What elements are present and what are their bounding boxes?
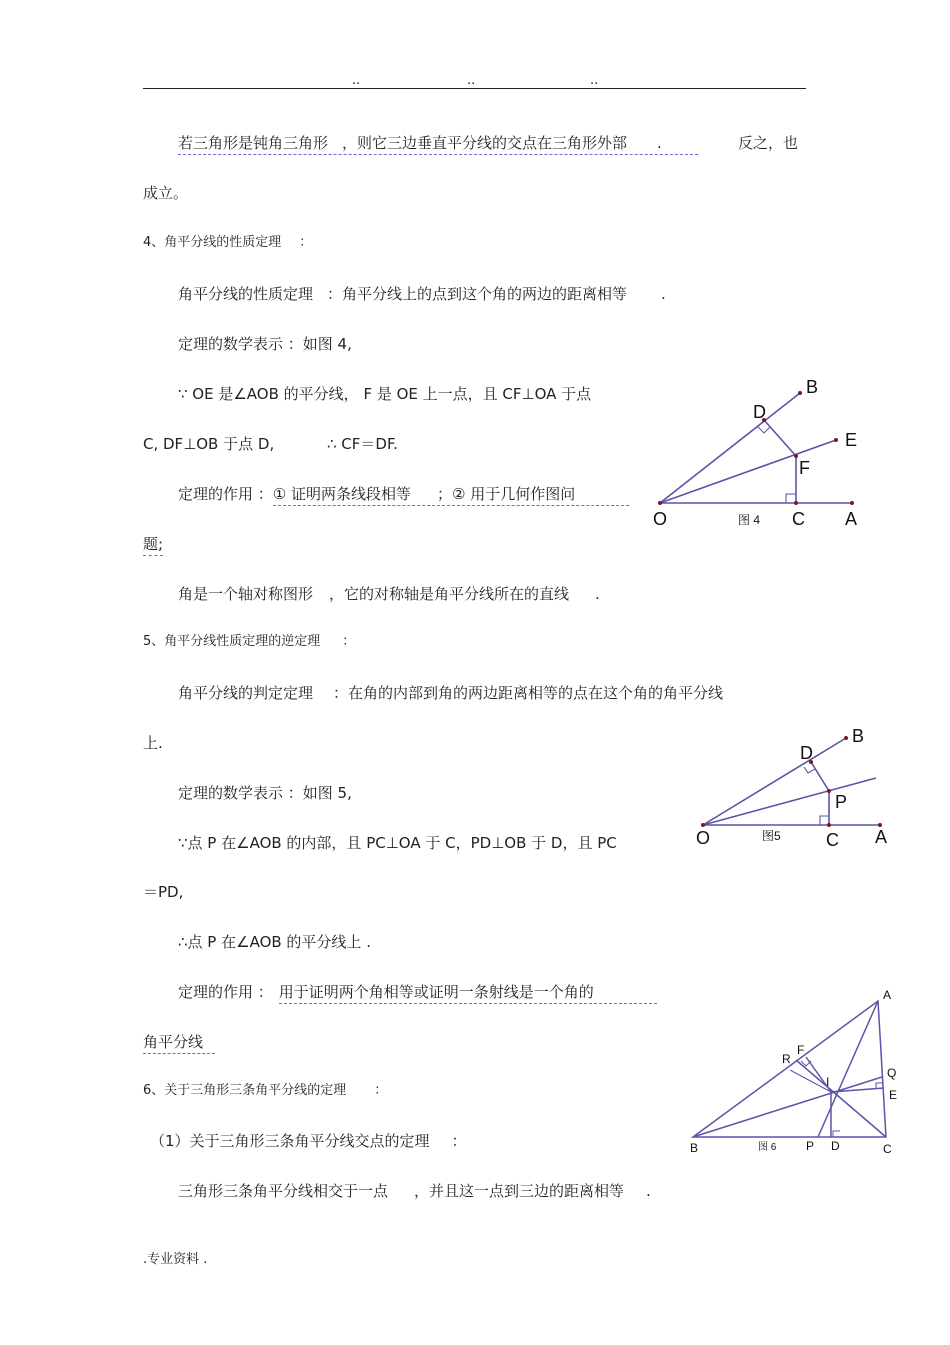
text-s6c: ：: [451, 1132, 467, 1150]
fig6-bisector-c: [796, 1060, 886, 1137]
heading-4-text: 4、角平分线的性质定理: [143, 235, 282, 250]
fig4-label-a: A: [845, 509, 858, 529]
fig4-point-e: [834, 438, 838, 442]
text-p4a: 角平分线的性质定理: [178, 285, 314, 303]
text-p6c: .: [646, 1182, 651, 1200]
fig4-point-b: [798, 391, 802, 395]
text-p6b: ，并且这一点到三边的距离相等: [414, 1182, 625, 1200]
fig6-right-angle-d: [833, 1131, 840, 1137]
fig6-label-c: C: [883, 1142, 892, 1156]
heading-5-text: 5、角平分线性质定理的逆定理: [143, 634, 321, 649]
fig5-label-c: C: [826, 830, 839, 850]
fig4-segment-fd: [764, 420, 796, 456]
fig4-right-angle-c: [786, 494, 796, 503]
fig4-label-b: B: [806, 377, 819, 397]
fig5-label-d: D: [800, 743, 813, 763]
fig6-label-f: F: [797, 1043, 805, 1057]
fig4-label-f: F: [799, 458, 810, 478]
fig6-bisector-b: [693, 1077, 882, 1137]
fig4-label-c: C: [792, 509, 805, 529]
text-m4a: ∵ OE 是∠AOB 的平分线， F 是 OE 上一点，且 CF⊥OA 于点: [178, 385, 592, 403]
fig4-label-d: D: [753, 402, 766, 422]
fig5-label-o: O: [696, 828, 711, 848]
math-expression-5: 定理的数学表示 ：如图 5,: [178, 784, 352, 802]
footer-text: .专业资料 .: [143, 1252, 208, 1267]
text-l2: 成立。: [143, 184, 189, 202]
text-p4c: .: [661, 285, 666, 303]
fig4-point-a: [850, 501, 854, 505]
fig5-points: [701, 736, 882, 827]
header-dot-2: ..: [467, 73, 476, 88]
text-m5b: ＝PD,: [143, 883, 184, 901]
fig5-caption: 图5: [762, 829, 781, 843]
fig6-label-r: R: [782, 1052, 791, 1066]
fig5-label-a: A: [875, 827, 888, 847]
fig6-label-b: B: [690, 1141, 699, 1155]
fig6-label-a: A: [883, 988, 892, 1002]
text-m4c: ∴ CF＝DF.: [327, 435, 398, 453]
text-u5c: 角平分线: [143, 1032, 215, 1054]
fig4-point-o: [658, 501, 662, 505]
fig6-label-q: Q: [887, 1066, 897, 1080]
fig6-label-p: P: [806, 1139, 815, 1153]
text-m5a: ∵点 P 在∠AOB 的内部，且 PC⊥OA 于 C，PD⊥OB 于 D，且 PC: [178, 834, 617, 852]
fig6-label-e: E: [889, 1088, 898, 1102]
text-s4c: .: [595, 585, 600, 603]
fig5-label-p: P: [835, 792, 848, 812]
text-l1c: .: [657, 134, 662, 152]
text-m5c: ∴点 P 在∠AOB 的平分线上 .: [178, 933, 371, 951]
fig4-labels: [653, 377, 857, 529]
text-u4d: 题;: [143, 534, 163, 556]
heading-4-colon: ：: [299, 235, 313, 250]
fig6-label-i: I: [826, 1075, 830, 1089]
math-expression-4: 定理的数学表示 ：如图 4,: [178, 335, 352, 353]
text-u4b: ① 证明两条线段相等: [272, 485, 411, 503]
fig5-ray-ob: [703, 738, 846, 825]
text-m4b: C, DF⊥OB 于点 D,: [143, 435, 275, 453]
text-p6a: 三角形三条角平分线相交于一点: [178, 1182, 389, 1200]
fig5-point-p: [827, 789, 831, 793]
fig4-label-o: O: [653, 509, 668, 529]
figure-5: [703, 738, 880, 825]
text-l1a: 若三角形是钝角三角形: [178, 134, 329, 152]
text-u5a: 定理的作用 ：: [178, 983, 273, 1001]
fig5-bisector: [703, 778, 876, 825]
fig4-caption: 图 4: [738, 513, 761, 527]
fig5-segment-pd: [811, 762, 829, 791]
text-p5c: 上.: [143, 734, 163, 752]
text-u4c: ；② 用于几何作图问: [437, 485, 576, 503]
fig5-label-b: B: [852, 726, 865, 746]
fig6-label-d: D: [831, 1139, 840, 1153]
fig4-label-e: E: [845, 430, 858, 450]
fig5-right-angle-d: [804, 767, 815, 773]
fig4-right-angle-d: [757, 426, 770, 433]
heading-6-colon: ：: [374, 1083, 388, 1098]
text-p4b: ：角平分线上的点到这个角的两边的距离相等: [327, 285, 628, 303]
fig5-point-c: [827, 823, 831, 827]
text-l1d: 反之，也: [738, 134, 799, 152]
fig5-labels: [696, 726, 887, 850]
fig5-point-b: [844, 736, 848, 740]
text-s4b: ，它的对称轴是角平分线所在的直线: [329, 585, 570, 603]
heading-5-colon: ：: [342, 634, 356, 649]
text-l1b: ，则它三边垂直平分线的交点在三角形外部: [342, 134, 628, 152]
fig4-point-f: [794, 454, 798, 458]
fig6-triangle-abc: [693, 1001, 886, 1137]
text-u4a: 定理的作用 ：: [178, 485, 273, 503]
fig5-point-o: [701, 823, 705, 827]
header-dot-3: ..: [590, 73, 599, 88]
usage-5-underlined: 用于证明两个角相等或证明一条射线是一个角的: [279, 982, 657, 1004]
fig4-ray-ob: [660, 393, 800, 503]
text-s4a: 角是一个轴对称图形: [178, 585, 314, 603]
text-p5a: 角平分线的判定定理: [178, 684, 314, 702]
figure-6: [693, 1001, 886, 1137]
header-dot-1: ..: [352, 73, 361, 88]
text-s6: （1）关于三角形三条角平分线交点的定理: [150, 1132, 430, 1150]
fig4-point-c: [794, 501, 798, 505]
fig6-caption: 图 6: [758, 1142, 777, 1153]
text-p5b: ：在角的内部到角的两边距离相等的点在这个角的角平分线: [333, 684, 724, 702]
heading-6-text: 6、关于三角形三条角平分线的定理: [143, 1083, 347, 1098]
fig6-bisector-a: [818, 1001, 878, 1137]
